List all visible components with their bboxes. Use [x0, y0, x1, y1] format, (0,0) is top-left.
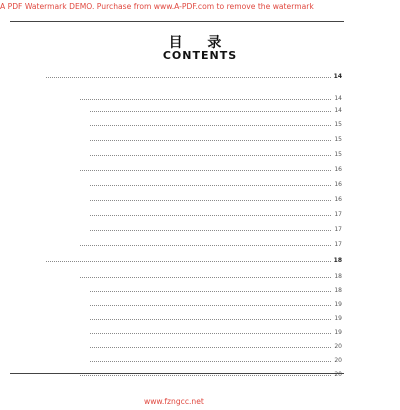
- toc-entry: [88, 193, 342, 203]
- toc-page-number: 19: [334, 315, 342, 322]
- toc-page-number: 16: [334, 181, 342, 188]
- toc-dot-leader: [90, 305, 331, 306]
- toc-entry: [88, 326, 342, 336]
- toc-page-number: 20: [334, 371, 342, 378]
- toc-page-number: 17: [334, 241, 342, 248]
- toc-chapter-entry: [44, 70, 342, 80]
- toc-entry: [88, 178, 342, 188]
- toc-entry: [88, 133, 342, 143]
- toc-entry: [88, 340, 342, 350]
- toc-title-english: CONTENTS: [162, 49, 238, 62]
- toc-entry: [78, 270, 342, 280]
- footer-website: www.fzngcc.net: [144, 397, 204, 406]
- toc-page-number: 18: [334, 287, 342, 294]
- toc-dot-leader: [46, 77, 331, 78]
- toc-page-number: 14: [333, 73, 342, 80]
- toc-page-number: 14: [334, 95, 342, 102]
- toc-entry: [88, 354, 342, 364]
- toc-dot-leader: [90, 319, 331, 320]
- toc-page-number: 17: [334, 211, 342, 218]
- toc-title-chinese: 目 录: [168, 35, 232, 51]
- toc-dot-leader: [90, 333, 331, 334]
- toc-page-number: 14: [334, 107, 342, 114]
- toc-entry: [78, 163, 342, 173]
- pdf-watermark: A PDF Watermark DEMO. Purchase from www.A-PDF.com to remove the watermark: [0, 2, 314, 11]
- toc-page-number: 15: [334, 151, 342, 158]
- toc-dot-leader: [90, 200, 331, 201]
- toc-page-number: 20: [334, 343, 342, 350]
- toc-entry: [88, 148, 342, 158]
- toc-dot-leader: [80, 277, 331, 278]
- footer-contact-line: [8, 397, 398, 407]
- toc-entry: [88, 104, 342, 114]
- toc-entry: [88, 223, 342, 233]
- toc-dot-leader: [80, 245, 331, 246]
- toc-dot-leader: [90, 185, 331, 186]
- toc-page-number: 15: [334, 121, 342, 128]
- toc-page-number: 19: [334, 329, 342, 336]
- toc-page-number: 15: [334, 136, 342, 143]
- toc-page-number: 19: [334, 301, 342, 308]
- toc-entry: [88, 298, 342, 308]
- toc-dot-leader: [90, 111, 331, 112]
- toc-entry: [88, 312, 342, 322]
- toc-dot-leader: [80, 375, 331, 376]
- toc-entry: [78, 92, 342, 102]
- toc-entry: [78, 238, 342, 248]
- toc-entry: [88, 284, 342, 294]
- header-rule: [10, 21, 344, 22]
- toc-entry: [88, 208, 342, 218]
- toc-page-number: 18: [333, 257, 342, 264]
- toc-dot-leader: [80, 99, 331, 100]
- footer-rule: [10, 373, 344, 374]
- toc-dot-leader: [46, 261, 331, 262]
- toc-dot-leader: [90, 361, 331, 362]
- toc-page-number: 17: [334, 226, 342, 233]
- toc-dot-leader: [80, 170, 331, 171]
- toc-dot-leader: [90, 291, 331, 292]
- toc-chapter-entry: [44, 254, 342, 264]
- toc-page-number: 16: [334, 166, 342, 173]
- toc-page-number: 16: [334, 196, 342, 203]
- toc-dot-leader: [90, 215, 331, 216]
- toc-dot-leader: [90, 155, 331, 156]
- toc-entry: [88, 118, 342, 128]
- toc-dot-leader: [90, 140, 331, 141]
- toc-dot-leader: [90, 125, 331, 126]
- toc-page-number: 18: [334, 273, 342, 280]
- toc-page-number: 20: [334, 357, 342, 364]
- toc-dot-leader: [90, 230, 331, 231]
- toc-dot-leader: [90, 347, 331, 348]
